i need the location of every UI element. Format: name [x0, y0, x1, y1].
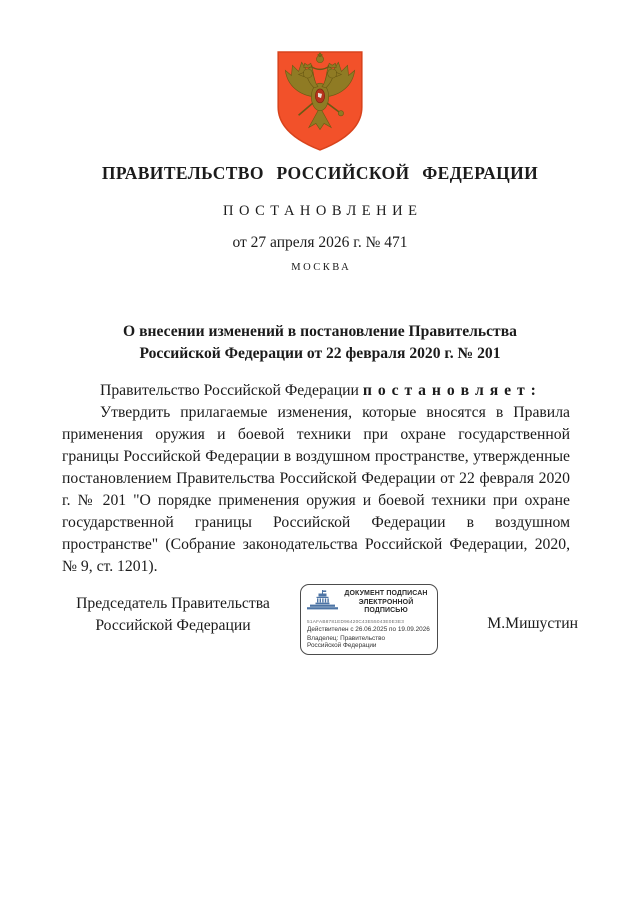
stamp-title [341, 590, 431, 616]
stamp-title-line2: ЭЛЕКТРОННОЙ ПОДПИСЬЮ [358, 598, 414, 614]
body-paragraph: Утвердить прилагаемые изменения, которые вносятся в Правила применения оружия и боевой техники при охране государственной границы Российской Федерации в воздушном пространстве, утвержденные постановлением Правительства Российской Федерации от 22 февраля 2020 г. № 201 "О порядке применения оружия и боевой техники при охране государственной границы Российской Федерации в воздушном пространстве" (Собрание законодательства Российской Федерации, 2020, № 9, ст. 1201). [62, 404, 570, 575]
stamp-validity: Действителен с 26.06.2025 по 19.09.2026 [307, 626, 430, 633]
signer-title-line2: Российской Федерации [95, 617, 251, 634]
doc-date-number: от 27 апреля 2026 г. № 471 [232, 234, 408, 251]
electronic-signature-stamp [300, 584, 438, 655]
stamp-header [307, 590, 431, 616]
doc-title [66, 321, 574, 365]
signature-block [62, 584, 578, 655]
signer-name: М.Мишустин [487, 615, 578, 632]
doc-body [62, 380, 570, 578]
org-title: ПРАВИТЕЛЬСТВО РОССИЙСКОЙ ФЕДЕРАЦИИ [101, 163, 539, 183]
signer-title-line1: Председатель Правительства [76, 595, 270, 612]
stamp-owner: Владелец: Правительство Российской Федерации [307, 634, 386, 649]
doc-title-line1: О внесении изменений в постановление Правительства [123, 323, 517, 340]
government-building-icon [307, 590, 338, 615]
doc-title-line2: Российской Федерации от 22 февраля 2020 г. № 201 [139, 345, 501, 362]
signer-title [62, 584, 284, 637]
doc-type-heading: ПОСТАНОВЛЕНИЕ [223, 203, 423, 219]
coat-of-arms-russia [275, 50, 365, 152]
coat-of-arms-icon [275, 50, 365, 152]
preamble-paragraph [62, 380, 570, 402]
stamp-title-line1: ДОКУМЕНТ ПОДПИСАН [344, 590, 428, 597]
stamp-certificate-number: 51AFAB8781ED96420C43E55043E0E3E3 [307, 618, 405, 624]
preamble-text: Правительство Российской Федерации [100, 382, 363, 399]
preamble-resolves-text: п о с т а н о в л я е т : [362, 382, 537, 399]
doc-city: МОСКВА [291, 262, 352, 273]
